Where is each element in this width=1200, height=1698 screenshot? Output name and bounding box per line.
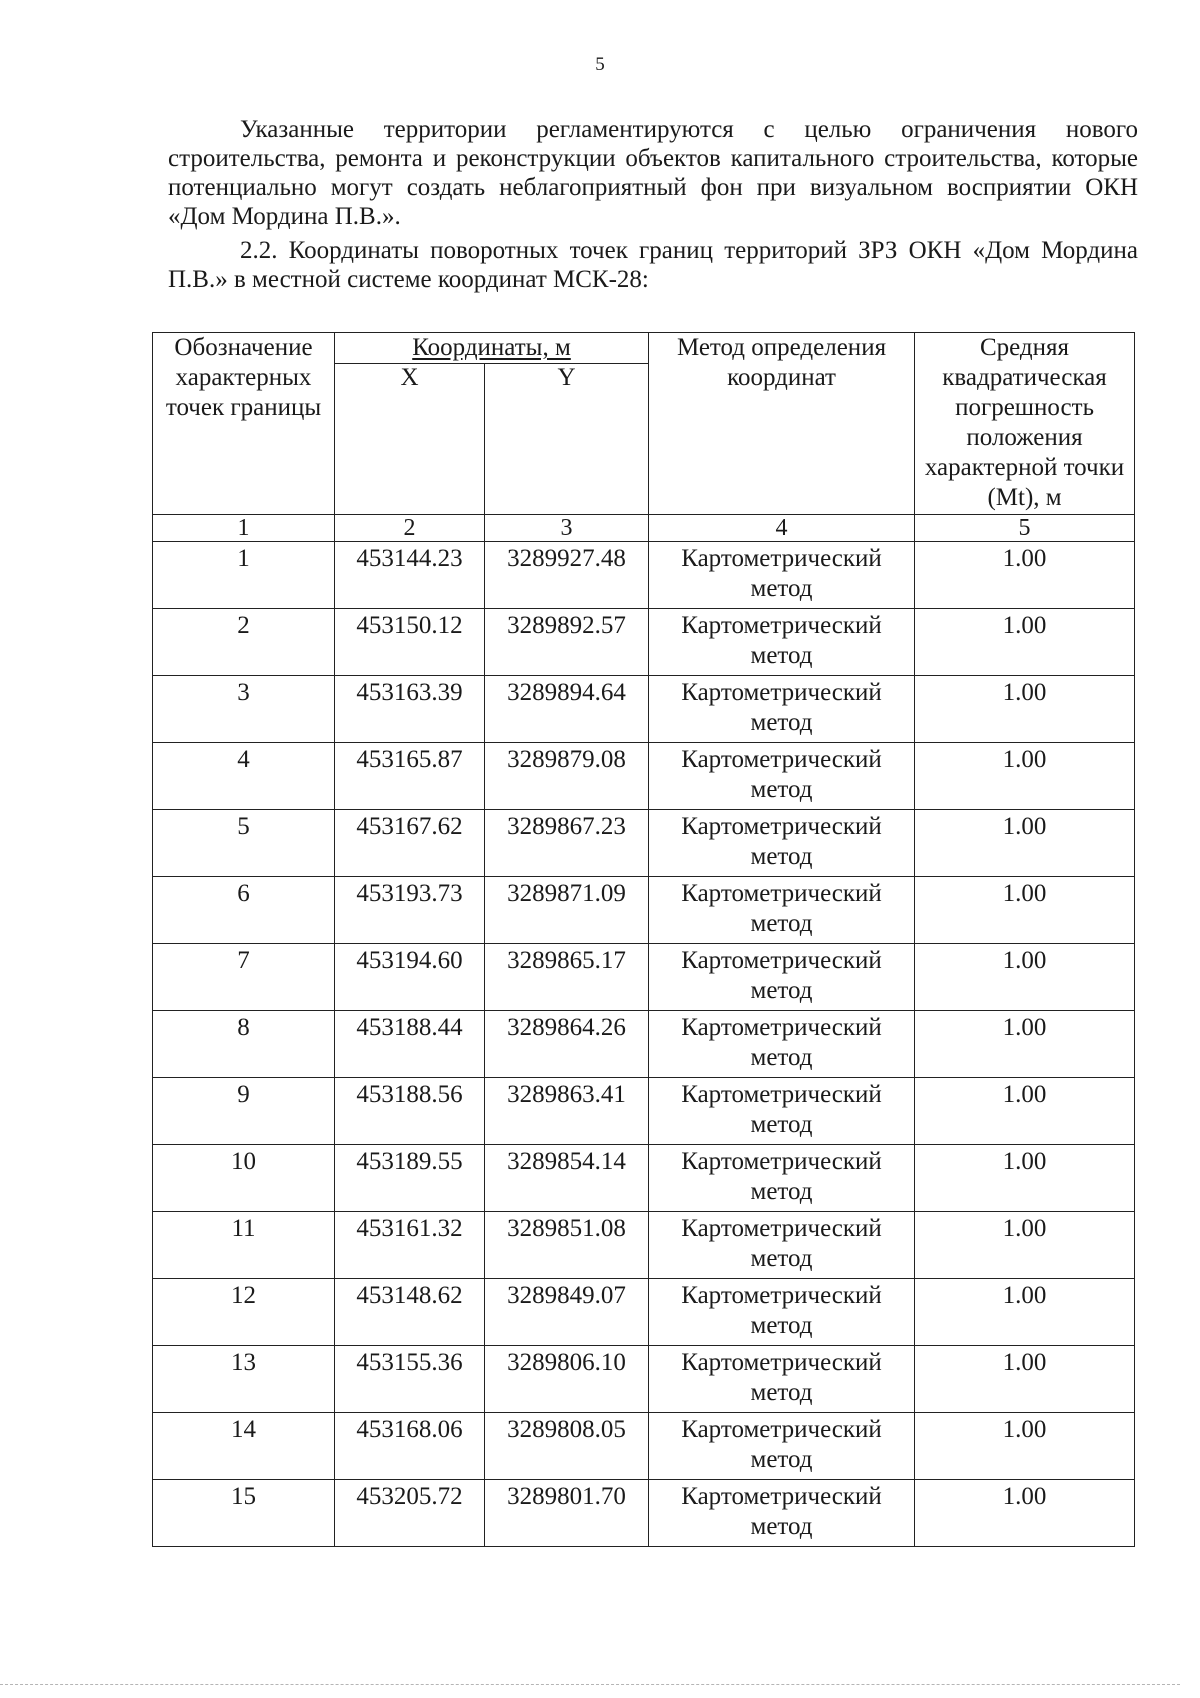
coord-x: 453148.62 [335,1279,485,1346]
mean-error: 1.00 [915,1212,1135,1279]
coordinates-table [152,332,1135,1547]
method: Картометрический метод [649,810,915,877]
coord-x: 453168.06 [335,1413,485,1480]
mean-error: 1.00 [915,1480,1135,1547]
method: Картометрический метод [649,609,915,676]
coord-x: 453155.36 [335,1346,485,1413]
scan-edge-line [0,1684,1180,1686]
paragraph-territories [168,115,1138,231]
table-body [153,542,1135,1547]
paragraph-text: 2.2. Координаты поворотных точек границ территорий ЗРЗ ОКН «Дом Мордина П.В.» в местной системе координат МСК-28: [168,237,1138,293]
table-row [153,944,1135,1011]
table-row [153,1011,1135,1078]
mean-error: 1.00 [915,944,1135,1011]
point-number: 14 [153,1413,335,1480]
table-row [153,1145,1135,1212]
table-row [153,743,1135,810]
column-number: 4 [649,515,915,542]
column-number: 5 [915,515,1135,542]
mean-error: 1.00 [915,1078,1135,1145]
method: Картометрический метод [649,1346,915,1413]
header-coordinates-label: Координаты, м [412,334,571,361]
coord-y: 3289806.10 [485,1346,649,1413]
table-row [153,676,1135,743]
table-row [153,810,1135,877]
method: Картометрический метод [649,1145,915,1212]
coord-y: 3289865.17 [485,944,649,1011]
coord-x: 453194.60 [335,944,485,1011]
header-x: X [335,364,485,515]
point-number: 15 [153,1480,335,1547]
table-row [153,1279,1135,1346]
header-mean-error: Средняя квадратическая погрешность положения характерной точки (Mt), м [915,333,1135,515]
point-number: 9 [153,1078,335,1145]
mean-error: 1.00 [915,1279,1135,1346]
point-number: 6 [153,877,335,944]
coord-x: 453188.44 [335,1011,485,1078]
method: Картометрический метод [649,1413,915,1480]
point-number: 7 [153,944,335,1011]
coord-y: 3289849.07 [485,1279,649,1346]
point-number: 11 [153,1212,335,1279]
method: Картометрический метод [649,944,915,1011]
header-point-designation: Обозначение характерных точек границы [153,333,335,515]
paragraph-coordinates-intro [168,236,1138,294]
coord-y: 3289801.70 [485,1480,649,1547]
table-row [153,609,1135,676]
method: Картометрический метод [649,542,915,609]
coord-y: 3289894.64 [485,676,649,743]
coord-y: 3289863.41 [485,1078,649,1145]
coord-x: 453165.87 [335,743,485,810]
mean-error: 1.00 [915,1011,1135,1078]
column-number-row [153,515,1135,542]
point-number: 5 [153,810,335,877]
method: Картометрический метод [649,1480,915,1547]
point-number: 3 [153,676,335,743]
mean-error: 1.00 [915,1346,1135,1413]
coord-y: 3289892.57 [485,609,649,676]
point-number: 4 [153,743,335,810]
point-number: 1 [153,542,335,609]
coord-y: 3289851.08 [485,1212,649,1279]
coord-y: 3289879.08 [485,743,649,810]
coord-y: 3289867.23 [485,810,649,877]
method: Картометрический метод [649,877,915,944]
mean-error: 1.00 [915,743,1135,810]
point-number: 8 [153,1011,335,1078]
table-row [153,542,1135,609]
point-number: 13 [153,1346,335,1413]
mean-error: 1.00 [915,877,1135,944]
column-number: 2 [335,515,485,542]
point-number: 10 [153,1145,335,1212]
header-method: Метод определения координат [649,333,915,515]
coord-x: 453205.72 [335,1480,485,1547]
header-y: Y [485,364,649,515]
method: Картометрический метод [649,1212,915,1279]
method: Картометрический метод [649,743,915,810]
coord-y: 3289864.26 [485,1011,649,1078]
table-row [153,1346,1135,1413]
mean-error: 1.00 [915,609,1135,676]
coord-x: 453150.12 [335,609,485,676]
method: Картометрический метод [649,1011,915,1078]
page-number: 5 [595,54,605,75]
method: Картометрический метод [649,676,915,743]
coord-x: 453163.39 [335,676,485,743]
mean-error: 1.00 [915,1145,1135,1212]
coord-y: 3289927.48 [485,542,649,609]
coord-y: 3289808.05 [485,1413,649,1480]
point-number: 2 [153,609,335,676]
table-row [153,877,1135,944]
table-row [153,1078,1135,1145]
mean-error: 1.00 [915,810,1135,877]
table-header [153,333,1135,542]
coord-x: 453193.73 [335,877,485,944]
coord-x: 453144.23 [335,542,485,609]
coord-x: 453188.56 [335,1078,485,1145]
mean-error: 1.00 [915,542,1135,609]
table-row [153,1212,1135,1279]
table-row [153,1480,1135,1547]
table-row [153,1413,1135,1480]
header-coordinates [335,333,649,364]
column-number: 1 [153,515,335,542]
coord-x: 453161.32 [335,1212,485,1279]
coord-y: 3289854.14 [485,1145,649,1212]
coord-x: 453189.55 [335,1145,485,1212]
point-number: 12 [153,1279,335,1346]
coord-y: 3289871.09 [485,877,649,944]
mean-error: 1.00 [915,676,1135,743]
mean-error: 1.00 [915,1413,1135,1480]
coord-x: 453167.62 [335,810,485,877]
column-number: 3 [485,515,649,542]
method: Картометрический метод [649,1279,915,1346]
method: Картометрический метод [649,1078,915,1145]
paragraph-text: Указанные территории регламентируются с целью ограничения нового строительства, ремонта и реконструкции объектов капитального строительства, которые потенциально могут создать неблагоприятный фон при визуальном восприятии ОКН «Дом Мордина П.В.». [168,116,1138,230]
